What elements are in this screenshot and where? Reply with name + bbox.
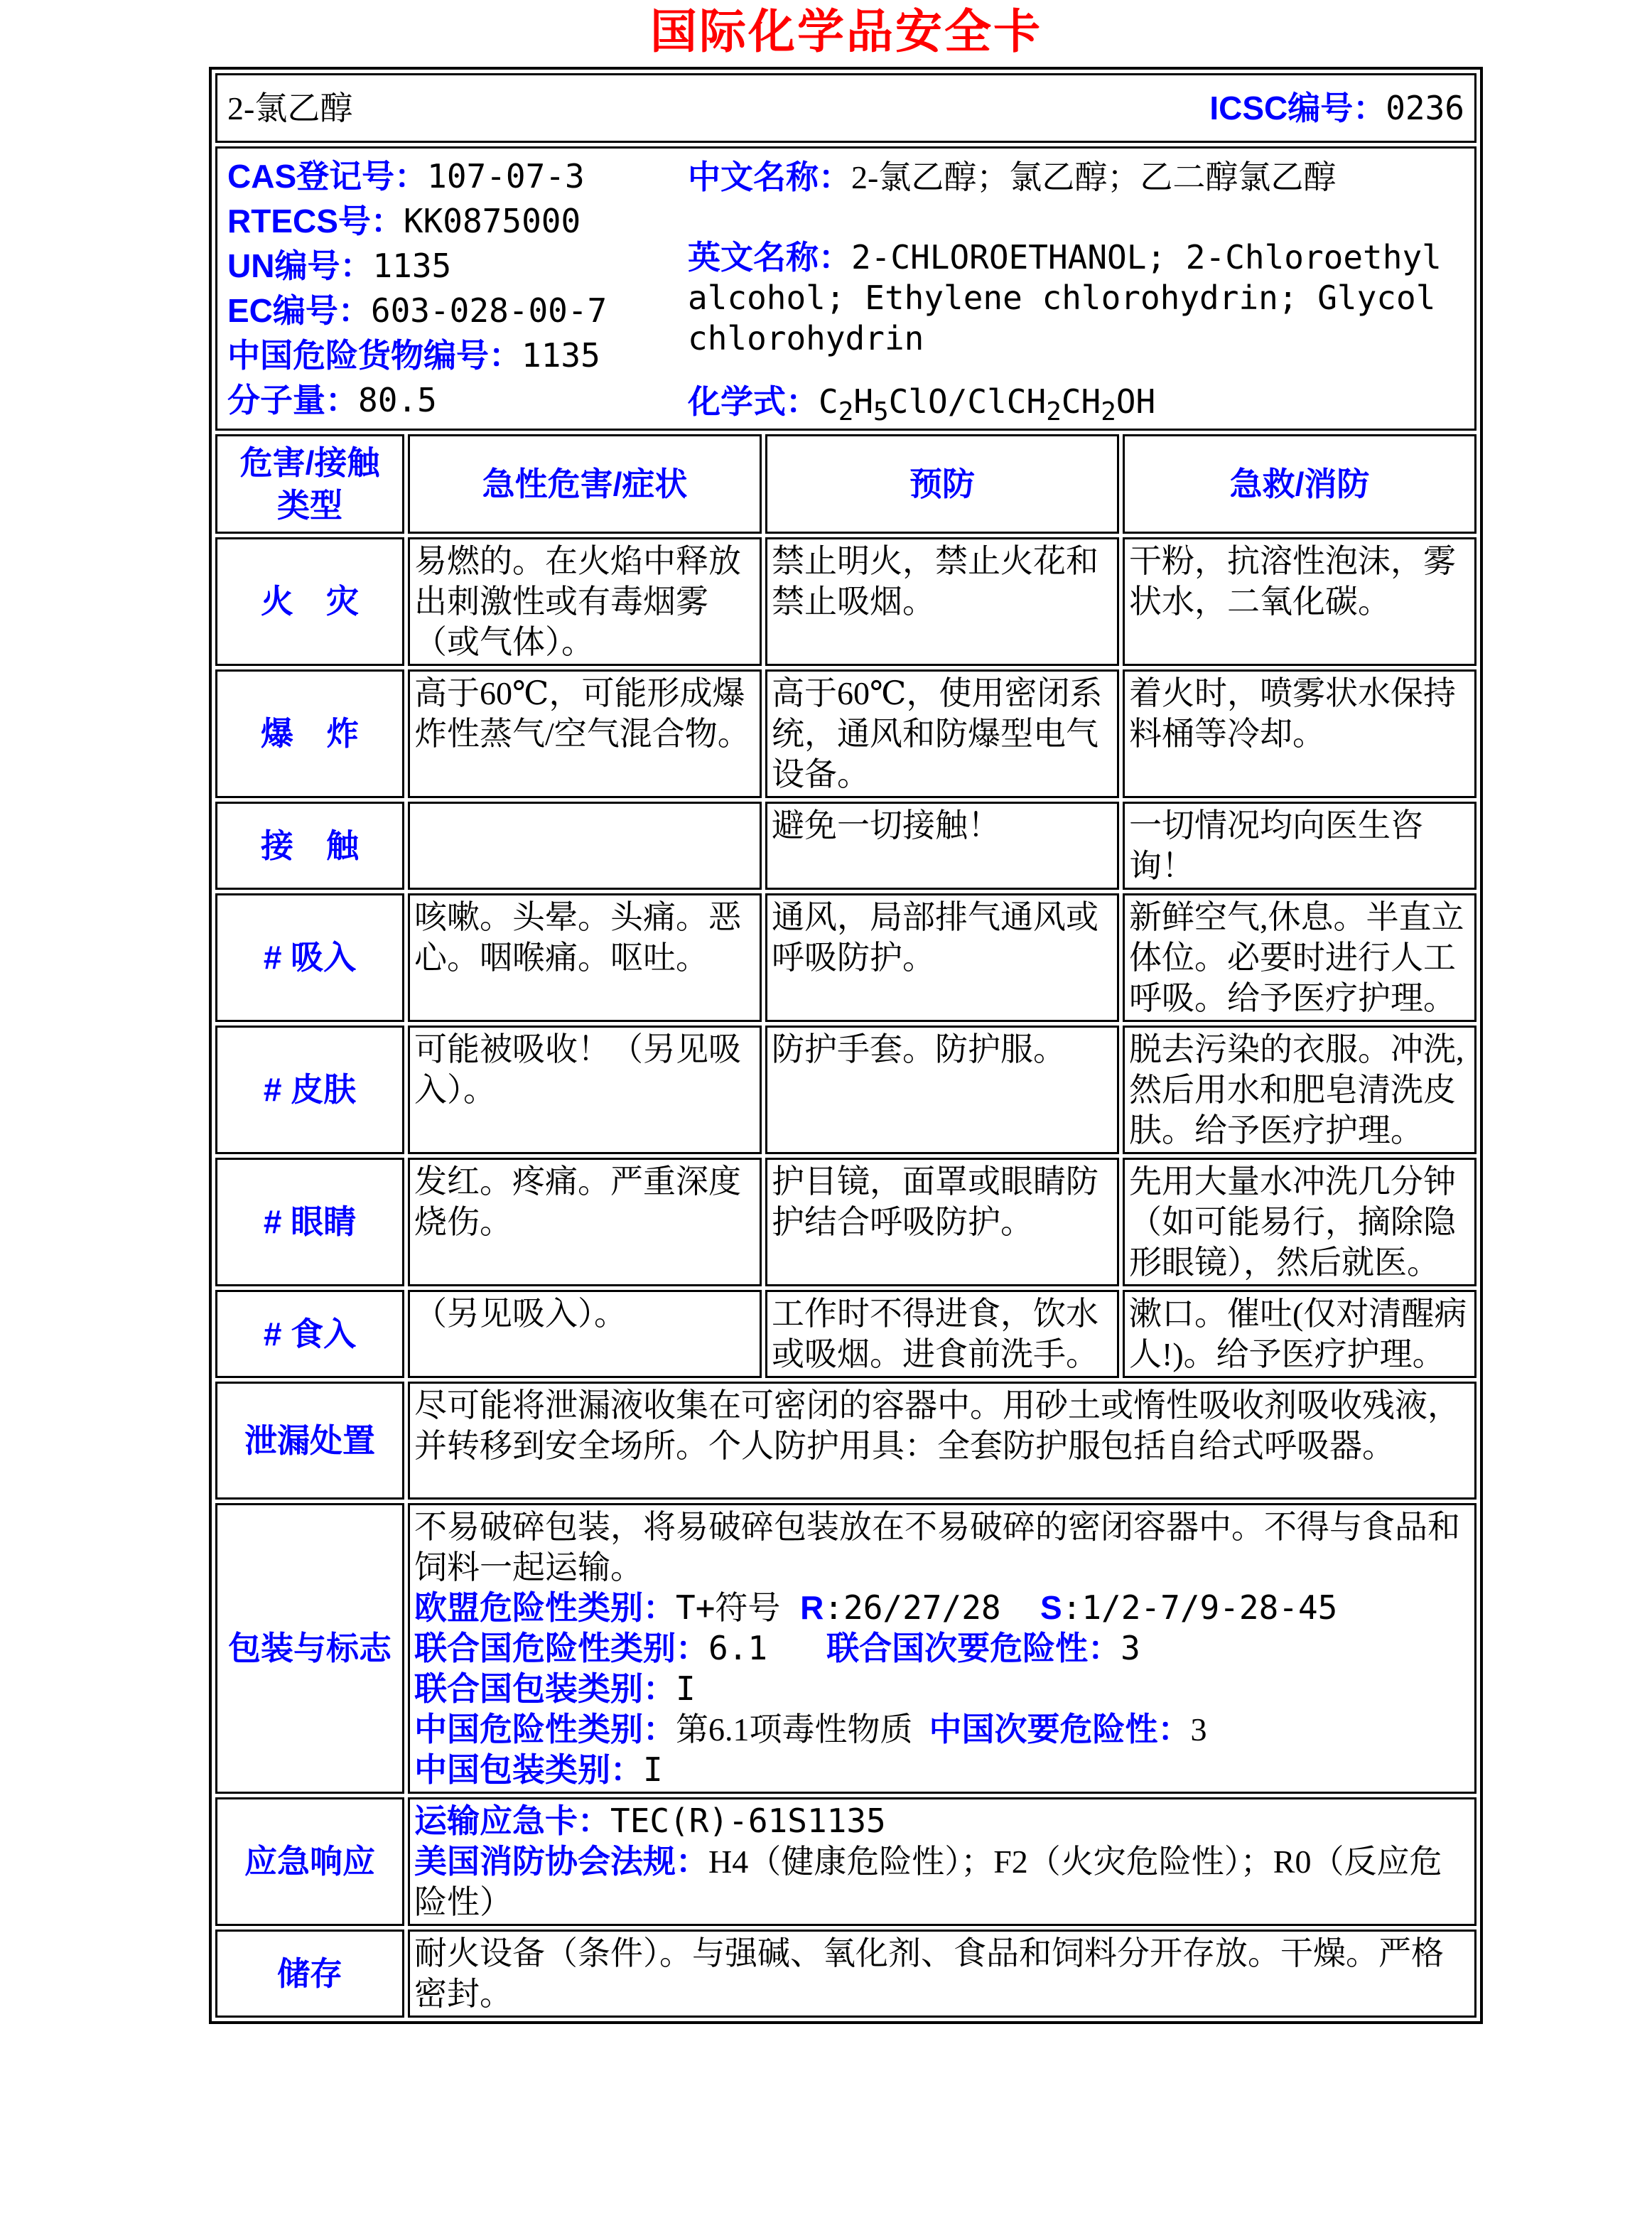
hazard-type-label: # 食入 <box>263 1315 357 1352</box>
section-content-text: 3 <box>1121 1629 1140 1667</box>
chemical-formula: OH <box>1116 382 1156 421</box>
section-content-text: TEC(R)-61S1135 <box>610 1802 886 1840</box>
section-content-text: I <box>676 1669 696 1708</box>
hazard-col-header-text: 急救/消防 <box>1229 465 1370 502</box>
identification-numbers <box>227 154 688 423</box>
hazard-row <box>215 893 1476 1022</box>
hazard-type-label: 接 触 <box>261 827 359 864</box>
card-name-cell <box>215 73 1476 143</box>
firstaid-cell-text: 一切情况均向医生咨询！ <box>1129 807 1423 884</box>
symptoms-cell-text: 咳嗽。头晕。头痛。恶心。咽喉痛。呕吐。 <box>414 899 741 976</box>
prevention-cell-text: 高于60℃，使用密闭系统，通风和防爆型电气设备。 <box>772 675 1103 792</box>
id-field-label: 分子量： <box>227 382 358 419</box>
firstaid-cell-text: 干粉，抗溶性泡沫，雾状水，二氧化碳。 <box>1129 543 1456 620</box>
id-field-label: EC编号： <box>227 292 371 329</box>
id-field <box>227 378 688 423</box>
section-label: 包装与标志 <box>228 1630 392 1667</box>
id-field-label: UN编号： <box>227 247 373 284</box>
chemical-formula: ClO/ClCH <box>888 382 1047 421</box>
section-content-text: 6.1 <box>708 1629 827 1667</box>
section-content-line <box>414 1933 1470 2014</box>
hazard-row <box>215 1290 1476 1378</box>
section-content-text: 3 <box>1190 1711 1207 1748</box>
hazard-row <box>215 802 1476 890</box>
hazard-type-cell <box>215 893 404 1022</box>
chemical-formula: C <box>819 382 838 421</box>
section-row <box>215 1797 1476 1926</box>
section-content-text: 耐火设备（条件）。与强碱、氧化剂、食品和饲料分开存放。干燥。严格密封。 <box>414 1935 1444 2012</box>
prevention-cell <box>765 669 1119 798</box>
symptoms-cell-text: （另见吸入）。 <box>414 1296 627 1332</box>
card-name-row <box>215 73 1476 143</box>
section-content-line <box>414 1750 1470 1790</box>
section-content-text: 中国次要危险性： <box>929 1711 1191 1748</box>
section-label-cell <box>215 1930 404 2018</box>
symptoms-cell <box>408 669 762 798</box>
hazard-row <box>215 1158 1476 1286</box>
prevention-cell-text: 通风，局部排气通风或呼吸防护。 <box>772 899 1098 976</box>
section-label-cell <box>215 1503 404 1794</box>
identification-row <box>215 146 1476 431</box>
hazard-col-header-text: 急性危害/症状 <box>482 465 688 502</box>
chemical-name: 2-氯乙醇 <box>227 90 353 127</box>
section-content-line <box>414 1801 1470 1841</box>
section-content-text: I <box>643 1750 663 1789</box>
symptoms-cell-text: 可能被吸收！（另见吸入）。 <box>414 1031 741 1108</box>
symptoms-cell-text: 高于60℃，可能形成爆炸性蒸气/空气混合物。 <box>414 675 750 752</box>
hazard-type-cell <box>215 1158 404 1286</box>
chemical-formula: 2 <box>1101 397 1116 427</box>
page-title: 国际化学品安全卡 <box>650 5 1042 58</box>
prevention-cell <box>765 1026 1119 1154</box>
chemical-formula: 2 <box>838 397 854 427</box>
firstaid-cell <box>1123 537 1476 666</box>
section-content-text: 联合国包装类别： <box>414 1670 676 1707</box>
id-field <box>227 333 688 378</box>
section-label: 储存 <box>277 1954 342 1992</box>
hazard-type-cell <box>215 1026 404 1154</box>
section-content-text: 尽可能将泄漏液收集在可密闭的容器中。用砂土或惰性吸收剂吸收残液，并转移到安全场所。个人防护用具：全套防护服包括自给式呼吸器。 <box>414 1387 1460 1464</box>
hazard-type-cell <box>215 1290 404 1378</box>
chinese-names: 2-氯乙醇；氯乙醇；乙二醇氯乙醇 <box>851 159 1337 195</box>
section-content-line <box>414 1507 1470 1588</box>
section-content-line <box>414 1669 1470 1709</box>
id-field-label: CAS登记号： <box>227 158 428 195</box>
symptoms-cell <box>408 1290 762 1378</box>
section-content-cell <box>408 1930 1476 2018</box>
prevention-cell <box>765 893 1119 1022</box>
prevention-cell-text: 工作时不得进食，饮水或吸烟。进食前洗手。 <box>772 1296 1098 1372</box>
section-row <box>215 1930 1476 2018</box>
firstaid-cell-text: 新鲜空气,休息。半直立体位。必要时进行人工呼吸。给予医疗护理。 <box>1129 899 1464 1016</box>
id-field <box>227 244 688 289</box>
hazard-col-header <box>408 434 762 534</box>
firstaid-cell <box>1123 893 1476 1022</box>
section-content-line <box>414 1385 1470 1466</box>
hazard-row <box>215 1026 1476 1154</box>
section-content-text: 第6.1项毒性物质 <box>676 1711 929 1748</box>
prevention-cell-text: 护目镜，面罩或眼睛防护结合呼吸防护。 <box>772 1163 1098 1240</box>
id-field-label: 中国危险货物编号： <box>227 337 522 374</box>
firstaid-cell-text: 脱去污染的衣服。冲洗,然后用水和肥皂清洗皮肤。给予医疗护理。 <box>1129 1031 1464 1148</box>
firstaid-cell <box>1123 669 1476 798</box>
section-content-text: S <box>1040 1589 1062 1626</box>
firstaid-cell-text: 先用大量水冲洗几分钟（如可能易行，摘除隐形眼镜），然后就医。 <box>1129 1163 1456 1281</box>
section-row <box>215 1503 1476 1794</box>
firstaid-cell <box>1123 1290 1476 1378</box>
hazard-row <box>215 537 1476 666</box>
section-row <box>215 1382 1476 1500</box>
symptoms-cell <box>408 537 762 666</box>
section-content-text: 联合国次要危险性： <box>826 1630 1121 1667</box>
id-field <box>227 289 688 333</box>
symptoms-cell <box>408 802 762 890</box>
section-label-cell <box>215 1382 404 1500</box>
icsc-number <box>1209 88 1464 129</box>
hazard-col-header-text: 预防 <box>909 465 975 502</box>
id-field-value: 107-07-3 <box>427 157 585 195</box>
identification-cell <box>215 146 1476 431</box>
section-content-text: 中国包装类别： <box>414 1751 643 1788</box>
hazard-type-label: # 吸入 <box>263 939 357 976</box>
id-field-label: RTECS号： <box>227 203 404 240</box>
hazard-type-cell <box>215 669 404 798</box>
id-field <box>688 237 1464 359</box>
chemical-formula: 2 <box>1046 397 1062 427</box>
chemical-formula: H <box>853 382 874 421</box>
id-field <box>227 199 688 244</box>
hazard-col-header-text: 危害/接触 <box>239 444 380 481</box>
section-content-text: 中国危险性类别： <box>414 1711 676 1748</box>
section-content-text: 运输应急卡： <box>414 1802 610 1839</box>
id-field-label: 英文名称： <box>688 239 851 276</box>
symptoms-cell-text: 发红。疼痛。严重深度烧伤。 <box>414 1163 741 1240</box>
section-content-cell <box>408 1382 1476 1500</box>
section-content-text: 不易破碎包装，将易破碎包装放在不易破碎的密闭容器中。不得与食品和饲料一起运输。 <box>414 1509 1460 1586</box>
section-content-text: R <box>800 1589 824 1626</box>
chemical-formula: CH <box>1061 382 1101 421</box>
symptoms-cell-text: 易燃的。在火焰中释放出刺激性或有毒烟雾（或气体）。 <box>414 543 741 660</box>
prevention-cell-text: 防护手套。防护服。 <box>772 1031 1066 1067</box>
hazard-col-header <box>215 434 404 534</box>
hazard-type-label: # 皮肤 <box>263 1071 357 1108</box>
id-field-value: 1135 <box>372 247 452 285</box>
prevention-cell <box>765 802 1119 890</box>
hazard-type-label: # 眼睛 <box>263 1203 357 1240</box>
hazard-type-label: 爆 炸 <box>261 715 359 752</box>
prevention-cell <box>765 1290 1119 1378</box>
id-field <box>227 154 688 199</box>
icsc-card-table <box>209 67 1483 2024</box>
hazard-col-header <box>765 434 1119 534</box>
id-field-label: 中文名称： <box>688 158 851 195</box>
firstaid-cell <box>1123 1158 1476 1286</box>
id-field <box>688 157 1464 198</box>
hazard-row <box>215 669 1476 798</box>
section-content-text: T+符号 <box>676 1588 801 1627</box>
hazard-col-header <box>1123 434 1476 534</box>
section-label: 应急响应 <box>244 1843 375 1880</box>
section-label: 泄漏处置 <box>244 1421 375 1459</box>
symptoms-cell <box>408 1158 762 1286</box>
prevention-cell-text: 禁止明火，禁止火花和禁止吸烟。 <box>772 543 1098 620</box>
firstaid-cell-text: 漱口。催吐(仅对清醒病人!)。给予医疗护理。 <box>1129 1296 1467 1372</box>
symptoms-cell <box>408 1026 762 1154</box>
prevention-cell <box>765 537 1119 666</box>
id-field <box>688 382 1464 427</box>
section-content-text: 美国消防协会法规： <box>414 1843 708 1880</box>
hazard-type-label: 火 灾 <box>261 583 359 620</box>
id-field-label: 化学式： <box>688 383 819 420</box>
prevention-cell-text: 避免一切接触！ <box>772 807 1000 844</box>
icsc-number-label: ICSC编号： <box>1209 89 1386 127</box>
firstaid-cell-text: 着火时，喷雾状水保持料桶等冷却。 <box>1129 675 1456 752</box>
section-content-text: 联合国危险性类别： <box>414 1630 708 1667</box>
section-content-text: :26/27/28 <box>824 1588 1040 1627</box>
hazard-header-row <box>215 434 1476 534</box>
section-content-line <box>414 1628 1470 1669</box>
id-field-value: 80.5 <box>358 381 437 419</box>
section-content-text: 欧盟危险性类别： <box>414 1589 676 1626</box>
section-content-text: :1/2-7/9-28-45 <box>1062 1588 1338 1627</box>
english-names: 2-CHLOROETHANOL; 2-Chloroethyl alcohol; Ethylene chlorohydrin; Glycol chlorohydrin <box>688 238 1442 357</box>
section-content-cell <box>408 1503 1476 1794</box>
chemical-formula: 5 <box>873 397 889 427</box>
section-content-line <box>414 1709 1470 1750</box>
firstaid-cell <box>1123 802 1476 890</box>
id-field-value: KK0875000 <box>403 202 581 240</box>
prevention-cell <box>765 1158 1119 1286</box>
section-content-text: H4（健康危险性）；F2（火灾危险性）；R0（反应危险性） <box>414 1844 1442 1920</box>
section-content-line <box>414 1588 1470 1628</box>
id-field-value: 603-028-00-7 <box>370 291 608 330</box>
symptoms-cell <box>408 893 762 1022</box>
identification-names <box>688 154 1464 427</box>
hazard-type-cell <box>215 802 404 890</box>
hazard-type-cell <box>215 537 404 666</box>
section-label-cell <box>215 1797 404 1926</box>
section-content-cell <box>408 1797 1476 1926</box>
icsc-number-value: 0236 <box>1386 88 1464 127</box>
hazard-col-header-text: 类型 <box>277 487 342 524</box>
firstaid-cell <box>1123 1026 1476 1154</box>
id-field-value: 1135 <box>522 336 600 375</box>
section-content-line <box>414 1841 1470 1922</box>
